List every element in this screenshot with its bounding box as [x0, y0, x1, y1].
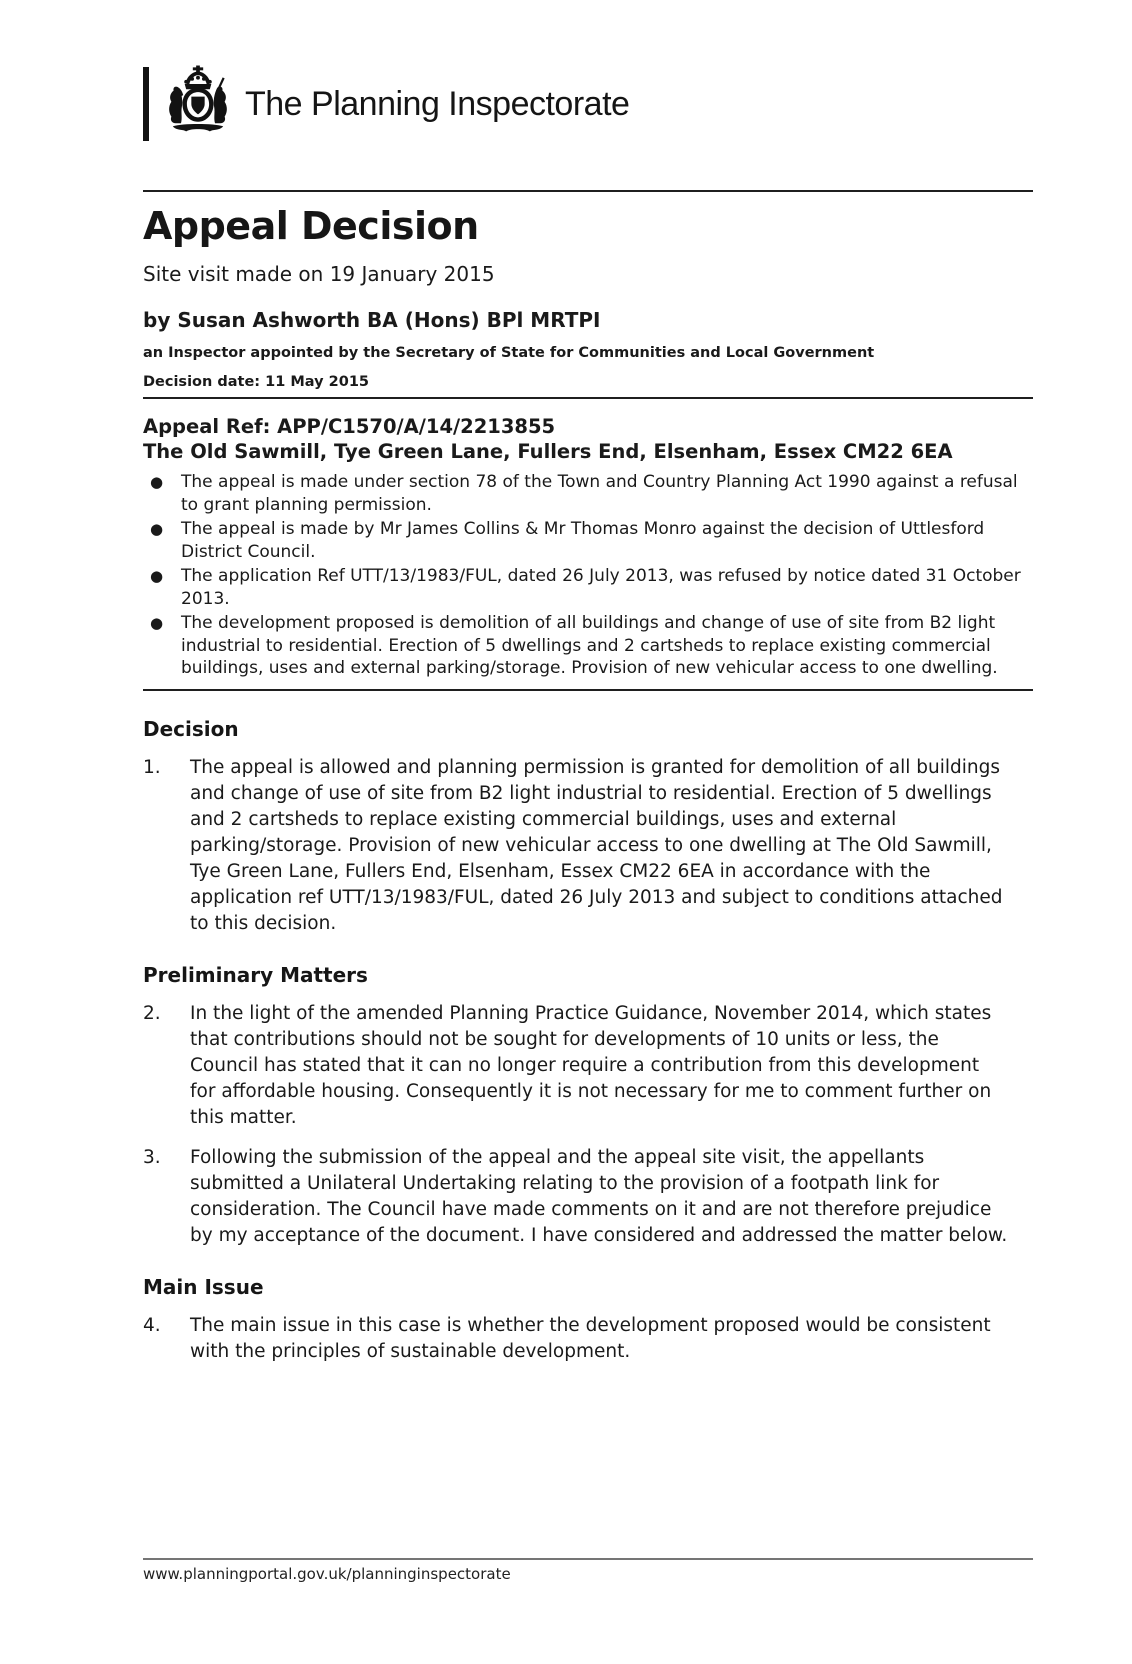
- list-item: [143, 471, 1033, 516]
- paragraph-text: Following the submission of the appeal and the appeal site visit, the appellants submitted a Unilateral Undertaking relating to the provision of a footpath link for consideration. The Council have made comments on it and are not therefore prejudice by my acceptance of the document. I have considered and addressed the matter below.: [190, 1146, 1008, 1246]
- paragraph-text: In the light of the amended Planning Practice Guidance, November 2014, which states that contributions should not be sought for developments of 10 units or less, the Council has stated that it can no longer require a contribution from this development for affordable housing. Consequently it is not necessary for me to comment further on this matter.: [190, 1002, 992, 1128]
- paragraph-number: 3.: [143, 1146, 161, 1168]
- inspector-name-line: by Susan Ashworth BA (Hons) BPl MRTPI: [143, 308, 601, 332]
- bullet-icon: ●: [150, 473, 164, 491]
- section-heading-preliminary-matters: Preliminary Matters: [143, 962, 368, 987]
- appeal-bullet-list: [143, 471, 1033, 680]
- page-footer: [143, 1558, 1033, 1583]
- bullet-text: The appeal is made under section 78 of the Town and Country Planning Act 1990 against a refusal to grant planning permission.: [181, 472, 1018, 515]
- details-end-rule: [143, 689, 1033, 691]
- section-heading-main-issue: Main Issue: [143, 1274, 264, 1299]
- appeal-ref: Appeal Ref: APP/C1570/A/14/2213855: [143, 415, 556, 438]
- site-visit-line: Site visit made on 19 January 2015: [143, 262, 495, 286]
- paragraph-number: 4.: [143, 1314, 161, 1336]
- list-item: [143, 518, 1033, 563]
- paragraph-text: The main issue in this case is whether the development proposed would be consistent with the principles of sustainable development.: [190, 1314, 991, 1362]
- bullet-text: The application Ref UTT/13/1983/FUL, dated 26 July 2013, was refused by notice dated 31 October 2013.: [181, 566, 1021, 609]
- logo-vertical-bar: [143, 67, 149, 141]
- bullet-text: The appeal is made by Mr James Collins & Mr Thomas Monro against the decision of Uttlesford District Council.: [181, 519, 985, 562]
- paragraph: [143, 1313, 1033, 1365]
- decision-date-line: Decision date: 11 May 2015: [143, 374, 369, 390]
- paragraph-text: The appeal is allowed and planning permission is granted for demolition of all buildings and change of use of site from B2 light industrial to residential. Erection of 5 dwellings and 2 cartsheds to replace existing commercial buildings, uses and external parking/storage. Provision of new vehicular access to one dwelling at The Old Sawmill, Tye Green Lane, Fullers End, Elsenham, Essex CM22 6EA in accordance with the application ref UTT/13/1983/FUL, dated 26 July 2013 and subject to conditions attached to this decision.: [190, 756, 1003, 934]
- bullet-icon: ●: [150, 520, 164, 538]
- appeal-header: [143, 414, 1033, 464]
- paragraph: [143, 755, 1033, 937]
- paragraph: [143, 1001, 1033, 1131]
- paragraph-number: 2.: [143, 1002, 161, 1024]
- page-title: Appeal Decision: [143, 204, 479, 248]
- bullet-icon: ●: [150, 614, 164, 632]
- section-heading-decision: Decision: [143, 716, 239, 741]
- royal-coat-of-arms-icon: [161, 65, 235, 143]
- footer-rule: [143, 1558, 1033, 1560]
- page-content: [0, 64, 1132, 1365]
- footer-url: www.planningportal.gov.uk/planninginspectorate: [143, 1565, 511, 1583]
- list-item: [143, 565, 1033, 610]
- masthead-org-name: The Planning Inspectorate: [245, 84, 630, 123]
- masthead: [143, 64, 1033, 144]
- bullet-icon: ●: [150, 567, 164, 585]
- list-item: [143, 612, 1033, 680]
- bullet-text: The development proposed is demolition of all buildings and change of use of site from B2 light industrial to residential. Erection of 5 dwellings and 2 cartsheds to replace existing commercial buildings, uses and external parking/storage. Provision of new vehicular access to one dwelling.: [181, 613, 998, 678]
- header-rule: [143, 190, 1033, 192]
- inspector-role-line: an Inspector appointed by the Secretary of State for Communities and Local Government: [143, 345, 875, 361]
- meta-rule: [143, 397, 1033, 399]
- appeal-address: The Old Sawmill, Tye Green Lane, Fullers End, Elsenham, Essex CM22 6EA: [143, 440, 953, 463]
- paragraph-number: 1.: [143, 756, 161, 778]
- appeal-decision-page: [0, 64, 1132, 1664]
- paragraph: [143, 1145, 1033, 1249]
